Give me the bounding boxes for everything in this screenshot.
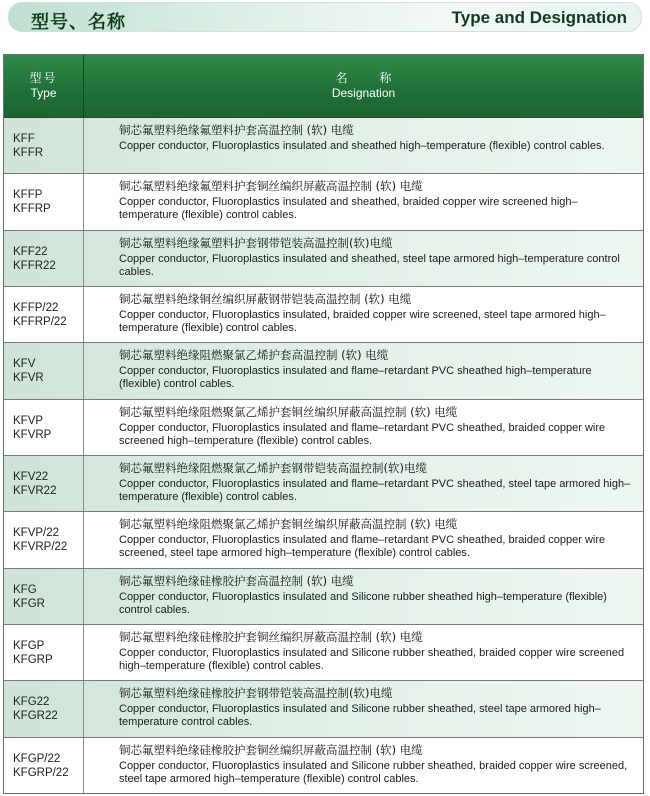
- designation-cell: [84, 456, 643, 511]
- designation-cell: [84, 681, 643, 736]
- designation-cn: 铜芯氟塑料绝缘硅橡胶护套铜丝编织屏蔽高温控制 (软) 电缆: [119, 742, 423, 757]
- header-type-cn: 型号: [29, 71, 58, 85]
- table-row: [4, 231, 643, 287]
- designation-cn: 铜芯氟塑料绝缘阻燃聚氯乙烯护套钢带铠装高温控制(软)电缆: [119, 460, 427, 475]
- type-cell: [4, 625, 84, 680]
- type-code-flexible: KFFR22: [13, 259, 56, 272]
- table-row: [4, 343, 643, 399]
- designation-cell: [84, 174, 643, 229]
- type-code-flexible: KFGR: [13, 597, 45, 610]
- designation-cn: 铜芯氟塑料绝缘阻燃聚氯乙烯护套铜丝编织屏蔽高温控制 (软) 电缆: [119, 517, 458, 532]
- type-code-flexible: KFGRP/22: [13, 766, 69, 779]
- type-cell: [4, 231, 84, 286]
- header-type-cell: [4, 55, 84, 117]
- designation-en: Copper conductor, Fluoroplastics insulated and Silicone rubber sheathed, braided copper wire screened, steel tape armored high–temperature (flexible) control cables.: [119, 759, 628, 785]
- designation-en: Copper conductor, Fluoroplastics insulated and Silicone rubber sheathed high–temperature (flexible) control cables.: [119, 590, 607, 616]
- designation-cell: [84, 118, 643, 173]
- type-cell: [4, 118, 84, 173]
- type-cell: [4, 343, 84, 398]
- designation-cell: [84, 400, 643, 455]
- designation-en: Copper conductor, Fluoroplastics insulated and flame–retardant PVC sheathed, braided copper wire screened, steel tape armored high–temperature (flexible) control cables.: [119, 534, 606, 560]
- type-cell: [4, 287, 84, 342]
- type-cell: [4, 738, 84, 793]
- type-code-flexible: KFFR: [13, 147, 44, 159]
- type-code: KFVP/22: [13, 527, 60, 540]
- designation-cn: 铜芯氟塑料绝缘阻燃聚氯乙烯护套铜丝编织屏蔽高温控制 (软) 电缆: [119, 404, 458, 419]
- designation-en: Copper conductor, Fluoroplastics insulated, braided copper wire screened, steel tape armored high–temperature (flexible) control cables.: [119, 308, 606, 334]
- designation-cn: 铜芯氟塑料绝缘硅橡胶护套高温控制 (软) 电缆: [119, 573, 354, 588]
- table-row: [4, 738, 643, 793]
- table-row: [4, 681, 643, 737]
- type-code-flexible: KFFRP: [13, 203, 51, 216]
- type-code-flexible: KFVR22: [13, 484, 57, 497]
- designation-cell: [84, 343, 643, 398]
- header-designation-cn: 名 称: [335, 71, 406, 85]
- designation-en: Copper conductor, Fluoroplastics insulated and sheathed high–temperature (flexible) control cables.: [119, 140, 605, 152]
- page-title-cn: 型号、名称: [31, 12, 126, 33]
- table-row: [4, 456, 643, 512]
- header-type-en: Type: [30, 86, 57, 100]
- type-code: KFFP: [13, 189, 43, 202]
- designation-cn: 铜芯氟塑料绝缘阻燃聚氯乙烯护套高温控制 (软) 电缆: [119, 348, 389, 363]
- designation-en: Copper conductor, Fluoroplastics insulated and flame–retardant PVC sheathed, braided copper wire screened high–temperature (flexible) control cables.: [119, 421, 606, 447]
- type-code: KFFP/22: [13, 301, 59, 314]
- designation-table: [3, 54, 644, 794]
- type-cell: [4, 569, 84, 624]
- type-code: KFG22: [13, 696, 50, 709]
- table-row: [4, 287, 643, 343]
- designation-cn: 铜芯氟塑料绝缘氟塑料护套铜丝编织屏蔽高温控制 (软) 电缆: [119, 179, 423, 194]
- designation-cell: [84, 287, 643, 342]
- type-code: KFVP: [13, 414, 44, 427]
- type-code: KFGP: [13, 639, 45, 652]
- designation-en: Copper conductor, Fluoroplastics insulated and sheathed, braided copper wire screened high–temperature (flexible) control cables.: [119, 196, 578, 222]
- type-code: KFGP/22: [13, 752, 61, 765]
- type-code-flexible: KFFRP/22: [13, 315, 67, 328]
- designation-cell: [84, 569, 643, 624]
- designation-en: Copper conductor, Fluoroplastics insulated and Silicone rubber sheathed, steel tape armored high–temperature control cables.: [119, 703, 601, 729]
- type-code-flexible: KFVR: [13, 372, 44, 385]
- title-banner: [8, 2, 642, 32]
- table-row: [4, 569, 643, 625]
- type-code: KFF22: [13, 245, 48, 258]
- designation-en: Copper conductor, Fluoroplastics insulated and flame–retardant PVC sheathed high–temperature (flexible) control cables.: [119, 365, 592, 391]
- designation-en: Copper conductor, Fluoroplastics insulated and Silicone rubber sheathed, braided copper wire screened high–temperature (flexible) control cables.: [119, 646, 625, 672]
- designation-en: Copper conductor, Fluoroplastics insulated and flame–retardant PVC sheathed, steel tape armored high–temperature (flexible) control cables.: [119, 477, 631, 503]
- type-cell: [4, 512, 84, 567]
- type-code-flexible: KFVRP/22: [13, 541, 68, 554]
- type-code: KFG: [13, 583, 37, 596]
- designation-cn: 铜芯氟塑料绝缘硅橡胶护套铜丝编织屏蔽高温控制 (软) 电缆: [119, 629, 423, 644]
- designation-cell: [84, 625, 643, 680]
- designation-cn: 铜芯氟塑料绝缘氟塑料护套钢带铠装高温控制(软)电缆: [119, 235, 393, 250]
- designation-cn: 铜芯氟塑料绝缘氟塑料护套高温控制 (软) 电缆: [119, 123, 354, 137]
- type-cell: [4, 681, 84, 736]
- type-cell: [4, 400, 84, 455]
- table-row: [4, 118, 643, 174]
- type-code: KFF: [13, 133, 35, 145]
- type-code-flexible: KFGR22: [13, 710, 58, 723]
- designation-cell: [84, 231, 643, 286]
- table-row: [4, 512, 643, 568]
- designation-en: Copper conductor, Fluoroplastics insulated and sheathed, steel tape armored high–temperature control cables.: [119, 252, 620, 278]
- type-cell: [4, 456, 84, 511]
- type-code-flexible: KFGRP: [13, 653, 53, 666]
- header-designation-en: Designation: [331, 86, 396, 100]
- designation-cell: [84, 512, 643, 567]
- table-header: [4, 55, 643, 118]
- designation-cn: 铜芯氟塑料绝缘硅橡胶护套钢带铠装高温控制(软)电缆: [119, 686, 393, 701]
- type-cell: [4, 174, 84, 229]
- table-row: [4, 400, 643, 456]
- header-designation-cell: [84, 55, 643, 117]
- type-code: KFV22: [13, 470, 49, 483]
- table-row: [4, 174, 643, 230]
- designation-cn: 铜芯氟塑料绝缘铜丝编织屏蔽钢带铠装高温控制 (软) 电缆: [119, 291, 412, 306]
- page-title-en: Type and Designation: [451, 8, 627, 27]
- type-code-flexible: KFVRP: [13, 428, 52, 441]
- table-row: [4, 625, 643, 681]
- type-code: KFV: [13, 358, 36, 371]
- designation-cell: [84, 738, 643, 793]
